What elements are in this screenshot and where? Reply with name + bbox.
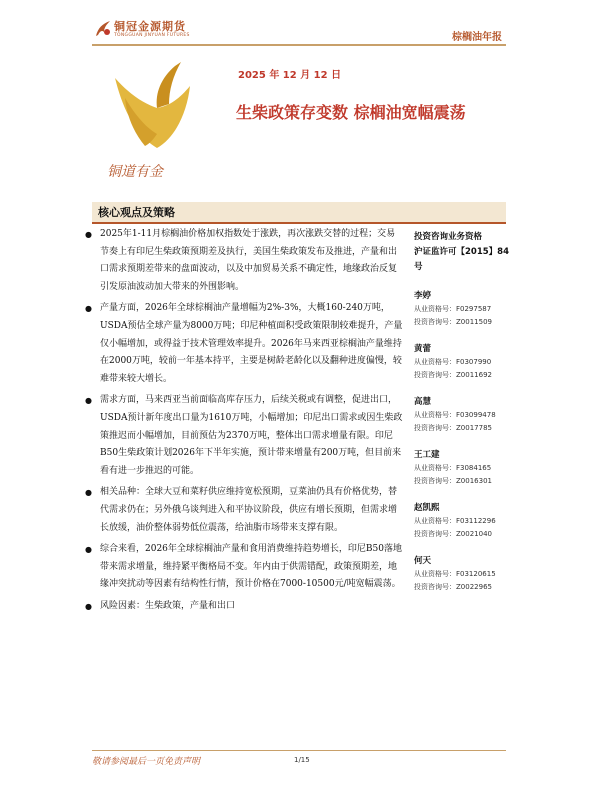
advisory-number: 投资咨询号：Z0021040 [414,529,492,538]
analyst-card [414,289,514,328]
analyst-name: 何天 [414,556,432,566]
disclaimer-link[interactable]: 敬请参阅最后一页免责声明 [92,757,201,767]
practice-number: 从业资格号：F03099478 [414,411,496,419]
header-divider [92,44,506,46]
analyst-sidebar [414,230,514,593]
practice-number: 从业资格号：F03120615 [414,570,496,578]
key-points-list [84,226,404,619]
analyst-name: 李婷 [414,291,432,301]
brand-logo-icon [92,18,114,40]
page-header [0,0,600,44]
advisory-number: 投资咨询号：Z0011509 [414,317,492,326]
footer-divider [92,750,506,751]
advisory-number: 投资咨询号：Z0022965 [414,582,492,591]
analyst-card [414,342,514,381]
analyst-name: 黄蕾 [414,344,432,354]
slogan-text: 铜道有金 [107,164,163,180]
analyst-card [414,448,514,487]
analyst-name: 赵凯熙 [414,503,440,513]
report-title: 生柴政策存变数 棕榈油宽幅震荡 [236,103,466,122]
brand-emblem-icon [95,58,205,188]
advisory-number: 投资咨询号：Z0016301 [414,476,492,485]
brand-name: 铜冠金源期货 [114,20,186,33]
key-point: ● 相关品种：全球大豆和菜籽供应维持宽松预期，豆菜油仍具有价格优势，替代需求仍在；另外俄乌谈判进入和平协议阶段，供应有增长预期，但需求增长放缓，油价整体弱势低位震荡，给油脂市场带来支撑有限。 [84,484,404,537]
key-point: ● 2025年1-11月棕榈油价格加权指数处于涨跌，再次涨跌交替的过程；交易节奏上有印尼生柴政策预期差及执行，美国生柴政策发布及推进，产量和出口需求预期差带来的盘面波动，以及中加贸易关系不确定性，地缘政治反复引发原油波动加大带来的外围影响。 [84,226,404,296]
analyst-name: 王工建 [414,450,440,460]
qualification-label: 投资咨询业务资格 [414,232,483,242]
key-point: ● 风险因素：生柴政策，产量和出口 [84,598,404,616]
report-date: 2025 年 12 月 12 日 [238,70,342,81]
analyst-card [414,501,514,540]
brand-name-en: TONGGUAN JINYUAN FUTURES [114,33,190,38]
practice-number: 从业资格号：F03112296 [414,517,496,525]
advisory-number: 投资咨询号：Z0017785 [414,423,492,432]
license-number: 沪证监许可【2015】84 号 [414,247,509,272]
section-title: 核心观点及策略 [98,206,175,219]
page-number: 1/15 [294,756,310,764]
practice-number: 从业资格号：F0307990 [414,358,492,366]
report-type: 棕榈油年报 [452,32,502,43]
practice-number: 从业资格号：F3084165 [414,464,492,472]
key-point: ● 综合来看，2026年全球棕榈油产量和食用消费维持趋势增长，印尼B50落地带来需求增量，维持紧平衡格局不变。年内由于供需错配，政策预期差，地缘冲突扰动等因素有结构性行情，预计价格在7000-10500元/吨宽幅震荡。 [84,541,404,594]
analyst-card [414,395,514,434]
practice-number: 从业资格号：F0297587 [414,305,492,313]
key-point: ● 需求方面，马来西亚当前面临高库存压力，后续关税或有调整，促进出口，USDA预计新年度出口量为1610万吨，小幅增加；印尼出口需求或因生柴政策推迟而小幅增加，目前预估为2370万吨，整体出口需求增量有限。印尼B50生柴政策计划2026年下半年实施，预计带来增量有200万吨，但目前来看有进一步推迟的可能。 [84,392,404,480]
analyst-card [414,554,514,593]
key-point: ● 产量方面，2026年全球棕榈油产量增幅为2%-3%，大概160-240万吨，USDA预估全球产量为8000万吨；印尼种植面积受政策限制较难提升，产量仅小幅增加，或得益于技术管理效率提升。2026年马来西亚棕榈油产量维持在2000万吨，较前一年基本持平，主要是树龄老龄化以及翻种进度偏慢，较难带来较大增长。 [84,300,404,388]
advisory-number: 投资咨询号：Z0011692 [414,370,492,379]
analyst-name: 高慧 [414,397,432,407]
